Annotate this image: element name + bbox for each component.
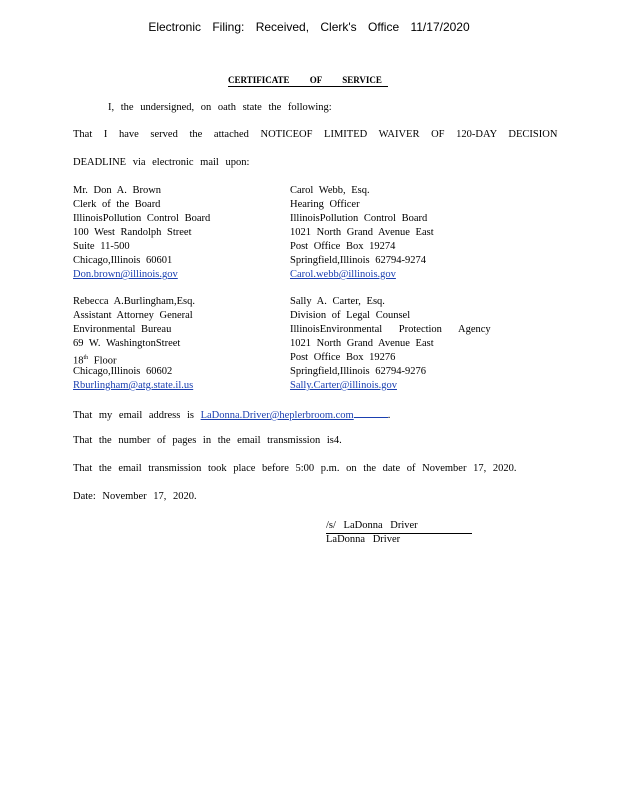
served-line-2: DEADLINE via electronic mail upon:	[73, 157, 250, 168]
date-statement: Date: November 17, 2020.	[73, 491, 197, 502]
recipient-floor: 18th Floor	[73, 355, 117, 367]
recipient-org: IllinoisPollution Control Board	[73, 213, 211, 224]
filing-header: Electronic Filing: Received, Clerk's Office 11/17/2020	[148, 20, 470, 34]
signature-line: /s/ LaDonna Driver	[326, 519, 472, 534]
recipient-city: Springfield,Illinois 62794-9274	[290, 255, 426, 266]
intro-text: I, the undersigned, on oath state the following:	[108, 102, 332, 113]
recipient-email-link[interactable]: Don.brown@illinois.gov	[73, 269, 178, 280]
recipient-email-link[interactable]: Carol.webb@illinois.gov	[290, 269, 396, 280]
recipient-street: 1021 North Grand Avenue East	[290, 338, 434, 349]
recipient-name: Mr. Don A. Brown	[73, 185, 162, 196]
recipient-brown	[73, 184, 210, 282]
recipient-org: Environmental Bureau	[73, 324, 172, 335]
recipient-email-link[interactable]: Sally.Carter@illinois.gov	[290, 380, 397, 391]
recipient-title: Assistant Attorney General	[73, 310, 193, 321]
recipient-org: IllinoisEnvironmental Protection Agency	[290, 324, 491, 335]
recipient-street: 69 W. WashingtonStreet	[73, 338, 181, 349]
recipient-division: Division of Legal Counsel	[290, 310, 411, 321]
sender-email-link[interactable]: LaDonna.Driver@heplerbroom.com	[200, 410, 354, 421]
recipient-suite: Suite 11-500	[73, 241, 130, 252]
time-statement: That the email transmission took place before 5:00 p.m. on the date of November 17, 2020.	[73, 463, 517, 474]
recipient-name: Carol Webb, Esq.	[290, 185, 370, 196]
recipient-name: Rebecca A.Burlingham,Esq.	[73, 296, 195, 307]
recipient-street: 100 West Randolph Street	[73, 227, 192, 238]
pages-statement: That the number of pages in the email transmission is4.	[73, 435, 342, 446]
recipient-pobox: Post Office Box 19274	[290, 241, 396, 252]
recipient-title: Clerk of the Board	[73, 199, 161, 210]
email-statement: That my email address is LaDonna.Driver@heplerbroom.com .	[73, 407, 390, 421]
recipient-email-link[interactable]: Rburlingham@atg.state.il.us	[73, 380, 194, 391]
recipient-title: Hearing Officer	[290, 199, 360, 210]
signer-name: LaDonna Driver	[326, 534, 401, 545]
recipient-street: 1021 North Grand Avenue East	[290, 227, 434, 238]
recipient-pobox: Post Office Box 19276	[290, 352, 396, 363]
recipient-org: IllinoisPollution Control Board	[290, 213, 428, 224]
recipient-carter	[290, 295, 491, 393]
recipient-name: Sally A. Carter, Esq.	[290, 296, 385, 307]
recipient-city: Springfield,Illinois 62794-9276	[290, 366, 426, 377]
recipient-webb	[290, 184, 434, 282]
recipient-burlingham	[73, 295, 195, 393]
document-title: CERTIFICATE OF SERVICE	[228, 75, 388, 87]
recipient-city: Chicago,Illinois 60602	[73, 366, 173, 377]
recipient-city: Chicago,Illinois 60601	[73, 255, 173, 266]
served-line-1: That I have served the attached NOTICEOF LIMITED WAIVER OF 120-DAY DECISION	[73, 129, 558, 140]
